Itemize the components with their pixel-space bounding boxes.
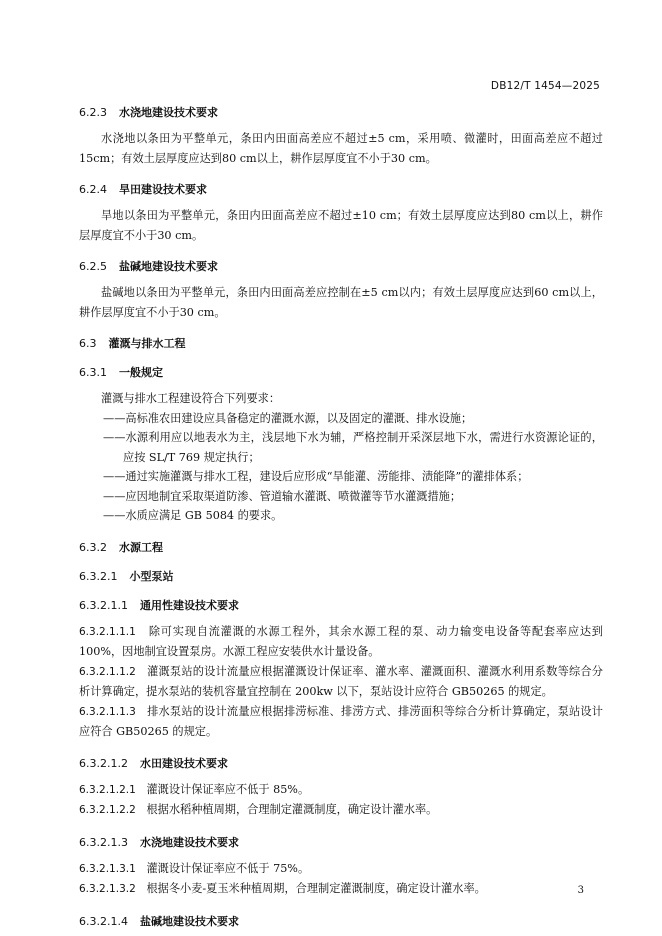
section-heading: 6.3.2 水源工程 <box>79 540 163 554</box>
paragraph: 灌溉与排水工程建设符合下列要求： <box>101 392 281 405</box>
list-item: ——水质应满足 GB 5084 的要求。 <box>103 509 283 522</box>
section-heading: 6.3 灌溉与排水工程 <box>79 337 186 350</box>
list-item: ——水源利用应以地表水为主，浅层地下水为辅，严格控制开采深层地下水，需进行水资源论证的，应按 SL/T 769 规定执行； <box>103 431 603 464</box>
paragraph: 水浇地以条田为平整单元，条田内田面高差应不超过±5 cm，采用喷、微灌时，田面高差应不超过15cm；有效土层厚度应达到80 cm以上，耕作层厚度宜不小于30 cm。 <box>79 132 603 165</box>
list-item: ——高标准农田建设应具备稳定的灌溉水源，以及固定的灌溉、排水设施； <box>103 411 473 425</box>
list-item: ——通过实施灌溉与排水工程，建设后应形成“旱能灌、涝能排、渍能降”的灌排体系； <box>103 470 529 483</box>
clause: 6.3.2.1.1.1 除可实现自流灌溉的水源工程外，其余水源工程的泵、动力输变电设备等配套率应达到100%，因地制宜设置泵房。水源工程应安装供水计量设备。 <box>79 624 603 658</box>
section-heading: 6.3.2.1 小型泵站 <box>79 569 174 583</box>
section-heading: 6.3.2.1.3 水浇地建设技术要求 <box>79 835 239 849</box>
list-item: ——应因地制宜采取渠道防渗、管道输水灌溉、喷微灌等节水灌溉措施； <box>103 489 462 503</box>
section-heading: 6.2.4 旱田建设技术要求 <box>79 183 207 196</box>
clause: 6.3.2.1.2.1 灌溉设计保证率应不低于 85%。 <box>79 782 310 796</box>
clause: 6.3.2.1.1.3 排水泵站的设计流量应根据排涝标准、排涝方式、排涝面积等综合分析计算确定，泵站设计应符合 GB50265 的规定。 <box>79 704 603 738</box>
clause: 6.3.2.1.1.2 灌溉泵站的设计流量应根据灌溉设计保证率、灌水率、灌溉面积、灌溉水利用系数等综合分析计算确定，提水泵站的装机容量宜控制在 200kw 以下，泵站设计应符合 GB50265 的规定。 <box>79 664 603 698</box>
paragraph: 旱地以条田为平整单元，条田内田面高差应不超过±10 cm；有效土层厚度应达到80 cm以上，耕作层厚度宜不小于30 cm。 <box>79 209 603 242</box>
paragraph: 盐碱地以条田为平整单元，条田内田面高差应控制在±5 cm以内；有效土层厚度应达到60 cm以上，耕作层厚度宜不小于30 cm。 <box>79 286 603 319</box>
section-heading: 6.3.2.1.2 水田建设技术要求 <box>79 756 228 770</box>
clause: 6.3.2.1.2.2 根据水稻种植周期，合理制定灌溉制度，确定设计灌水率。 <box>79 803 438 816</box>
section-heading: 6.3.2.1.1 通用性建设技术要求 <box>79 598 239 612</box>
clause: 6.3.2.1.3.2 根据冬小麦-夏玉米种植周期，合理制定灌溉制度，确定设计灌水率。 <box>79 882 486 895</box>
document-code: DB12/T 1454—2025 <box>490 80 600 92</box>
page-number: 3 <box>577 885 584 896</box>
document-body <box>79 104 603 929</box>
section-heading: 6.2.5 盐碱地建设技术要求 <box>79 260 218 273</box>
section-heading: 6.2.3 水浇地建设技术要求 <box>79 106 218 119</box>
clause: 6.3.2.1.3.1 灌溉设计保证率应不低于 75%。 <box>79 861 310 875</box>
section-heading: 6.3.1 一般规定 <box>79 366 163 379</box>
section-heading: 6.3.2.1.4 盐碱地建设技术要求 <box>79 914 239 928</box>
